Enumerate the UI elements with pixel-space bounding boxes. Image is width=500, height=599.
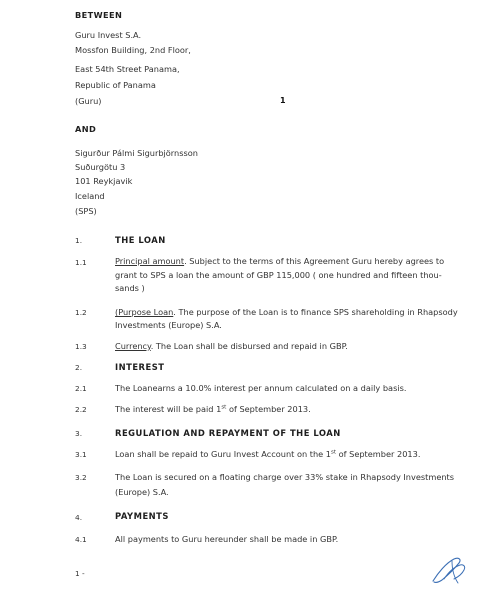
clause-2-1-number: 2.1	[75, 384, 87, 393]
clause-2-2-number: 2.2	[75, 405, 87, 414]
clause-1-2-term: (Purpose Loan	[115, 307, 174, 317]
section-3-number: 3.	[75, 429, 83, 438]
clause-1-1-line-2: grant to SPS a loan the amount of GBP 115,000 ( one hundred and fifteen thou-	[115, 270, 442, 280]
between-heading: BETWEEN	[75, 10, 123, 20]
guru-address-country: Republic of Panama	[75, 80, 156, 90]
clause-3-1-post: of September 2013.	[336, 449, 421, 459]
page-marker: 1 -	[75, 569, 85, 578]
clause-1-3-rest: . The Loan shall be disbursed and repaid in GBP.	[150, 341, 348, 351]
signature-initials-icon	[428, 553, 470, 587]
clause-3-1-sup: st	[331, 449, 337, 456]
clause-1-3-number: 1.3	[75, 342, 87, 351]
sps-address-street: Suðurgötu 3	[75, 162, 126, 172]
clause-1-3-term: Currency	[115, 341, 151, 351]
section-3-title: REGULATION AND REPAYMENT OF THE LOAN	[115, 428, 341, 438]
clause-1-2-line-2: Investments (Europe) S.A.	[115, 320, 222, 330]
clause-2-2-text	[115, 404, 311, 414]
clause-2-2-pre: The interest will be paid 1	[115, 404, 222, 414]
clause-1-2-line-1-rest: . The purpose of the Loan is to finance SPS shareholding in Rhapsody	[173, 307, 458, 317]
clause-1-3-text	[115, 341, 348, 351]
clause-1-1-number: 1.1	[75, 258, 87, 267]
clause-3-1-text	[115, 449, 420, 459]
clause-3-1-number: 3.1	[75, 450, 87, 459]
clause-1-2-number: 1.2	[75, 308, 87, 317]
stray-mark: 1	[280, 96, 286, 105]
guru-address-building: Mossfon Building, 2nd Floor,	[75, 45, 191, 55]
sps-address-city: 101 Reykjavik	[75, 176, 133, 186]
section-2-title: INTEREST	[115, 362, 165, 372]
clause-2-2-sup: st	[221, 404, 227, 411]
clause-4-1-text: All payments to Guru hereunder shall be made in GBP.	[115, 534, 339, 544]
sps-abbrev: (SPS)	[75, 206, 97, 216]
guru-address-street: East 54th Street Panama,	[75, 64, 180, 74]
clause-3-2-number: 3.2	[75, 473, 87, 482]
clause-3-2-line-1: The Loan is secured on a floating charge over 33% stake in Rhapsody Investments	[115, 472, 455, 482]
clause-1-2-line-1	[115, 307, 458, 317]
guru-abbrev: (Guru)	[75, 96, 102, 106]
clause-4-1-number: 4.1	[75, 535, 87, 544]
section-1-title: THE LOAN	[115, 235, 166, 245]
section-4-number: 4.	[75, 513, 83, 522]
clause-1-1-line-1	[115, 256, 444, 266]
section-2-number: 2.	[75, 363, 83, 372]
clause-2-2-post: of September 2013.	[226, 404, 311, 414]
section-1-number: 1.	[75, 236, 83, 245]
clause-1-1-line-3: sands )	[115, 283, 145, 293]
clause-2-1-text: The Loanearns a 10.0% interest per annum calculated on a daily basis.	[115, 383, 407, 393]
clause-1-1-term: Principal amount	[115, 256, 185, 266]
section-4-title: PAYMENTS	[115, 511, 169, 521]
guru-name: Guru Invest S.A.	[75, 30, 142, 40]
clause-3-2-line-2: (Europe) S.A.	[115, 487, 169, 497]
clause-1-1-line-1-rest: . Subject to the terms of this Agreement Guru hereby agrees to	[184, 256, 445, 266]
sps-name: Sigurður Pálmi Sigurbjörnsson	[75, 148, 198, 158]
and-heading: AND	[75, 124, 97, 134]
sps-address-country: Iceland	[75, 191, 105, 201]
clause-3-1-pre: Loan shall be repaid to Guru Invest Account on the 1	[115, 449, 331, 459]
